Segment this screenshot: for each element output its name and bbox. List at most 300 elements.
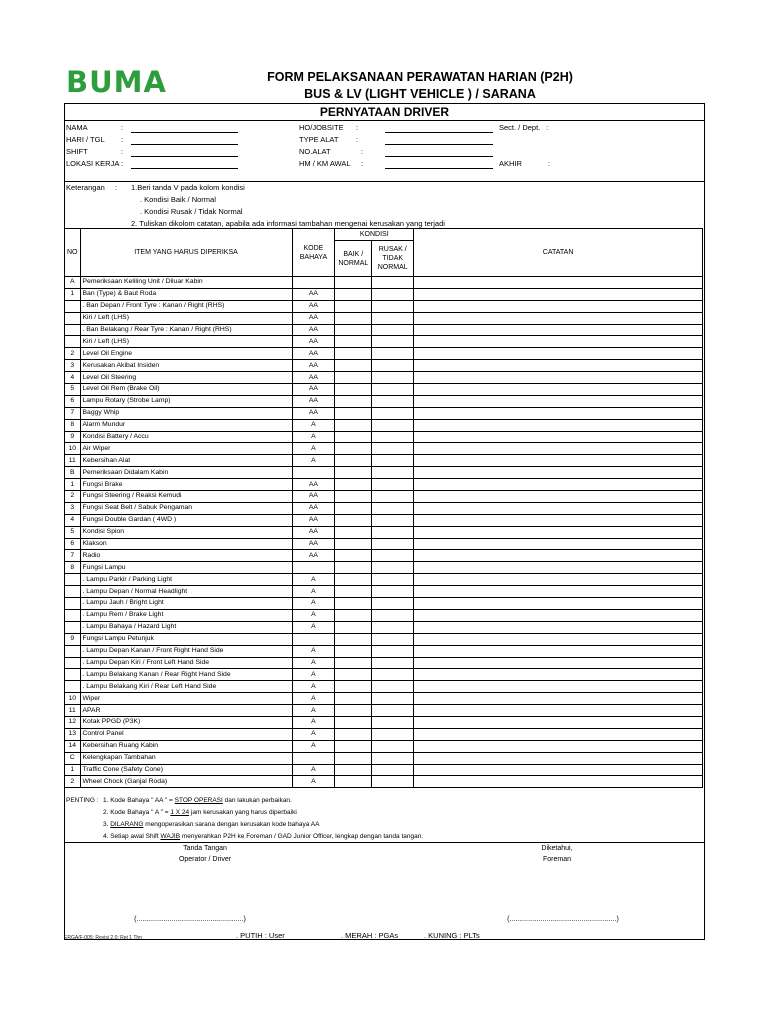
table-row: [65, 514, 703, 526]
row-kode-bahaya: A: [292, 716, 335, 728]
row-baik-check[interactable]: [335, 776, 372, 788]
row-kode-bahaya: A: [292, 657, 335, 669]
row-kode-bahaya: AA: [292, 288, 335, 300]
row-baik-check[interactable]: [335, 431, 372, 443]
row-catatan[interactable]: [414, 491, 703, 503]
row-item: Klakson: [80, 538, 292, 550]
copy-putih: . PUTIH : User: [236, 931, 285, 940]
row-catatan[interactable]: [414, 752, 703, 764]
row-catatan[interactable]: [414, 479, 703, 491]
row-baik-check[interactable]: [335, 621, 372, 633]
row-rusak-check[interactable]: [372, 609, 414, 621]
keterangan-line1: 1.Beri tanda V pada kolom kondisi: [131, 183, 245, 192]
row-kode-bahaya: A: [292, 431, 335, 443]
row-item: Kebersihan Alat: [80, 455, 292, 467]
row-rusak-check[interactable]: [372, 740, 414, 752]
row-baik-check[interactable]: [335, 764, 372, 776]
row-baik-check[interactable]: [335, 312, 372, 324]
row-rusak-check[interactable]: [372, 288, 414, 300]
row-item: . Lampu Jauh / Bright Light: [80, 598, 292, 610]
table-row: [65, 586, 703, 598]
row-rusak-check[interactable]: [372, 372, 414, 384]
row-baik-check[interactable]: [335, 372, 372, 384]
row-item: Control Panel: [80, 728, 292, 740]
row-kode-bahaya: A: [292, 764, 335, 776]
row-kode-bahaya: A: [292, 621, 335, 633]
row-no: 14: [65, 740, 81, 752]
row-item: . Lampu Depan Kanan / Front Right Hand Side: [80, 645, 292, 657]
row-catatan[interactable]: [414, 360, 703, 372]
form-subtitle: BUS & LV (LIGHT VEHICLE ) / SARANA: [304, 87, 536, 101]
table-row: [65, 740, 703, 752]
row-catatan[interactable]: [414, 705, 703, 717]
row-item: Kiri / Left (LHS): [80, 312, 292, 324]
table-row: [65, 538, 703, 550]
row-kode-bahaya: AA: [292, 384, 335, 396]
row-baik-check[interactable]: [335, 360, 372, 372]
row-baik-check[interactable]: [335, 586, 372, 598]
row-kode-bahaya: AA: [292, 550, 335, 562]
row-rusak-check[interactable]: [372, 431, 414, 443]
row-kode-bahaya: AA: [292, 372, 335, 384]
row-rusak-check[interactable]: [372, 502, 414, 514]
row-kode-bahaya: A: [292, 455, 335, 467]
row-baik-check[interactable]: [335, 384, 372, 396]
row-catatan[interactable]: [414, 645, 703, 657]
label-nama: NAMA: [66, 123, 88, 132]
row-item: Level Oil Rem (Brake Oil): [80, 384, 292, 396]
row-catatan[interactable]: [414, 348, 703, 360]
row-no: 3: [65, 502, 81, 514]
row-rusak-check[interactable]: [372, 586, 414, 598]
row-catatan[interactable]: [414, 443, 703, 455]
row-baik-check[interactable]: [335, 288, 372, 300]
header-item: ITEM YANG HARUS DIPERIKSA: [80, 229, 292, 277]
row-rusak-check[interactable]: [372, 443, 414, 455]
row-rusak-check[interactable]: [372, 277, 414, 289]
row-rusak-check[interactable]: [372, 514, 414, 526]
row-item: Fungsi Lampu Petunjuk: [80, 633, 292, 645]
row-kode-bahaya: AA: [292, 479, 335, 491]
row-kode-bahaya: [292, 467, 335, 479]
row-no: 10: [65, 443, 81, 455]
row-catatan[interactable]: [414, 324, 703, 336]
hari-input-line[interactable]: [131, 144, 238, 145]
row-baik-check[interactable]: [335, 336, 372, 348]
row-catatan[interactable]: [414, 312, 703, 324]
row-kode-bahaya: AA: [292, 407, 335, 419]
form-code: ERGA/F-005; Revisi 2.0: Ret 1 Thn: [64, 935, 142, 941]
row-no: 7: [65, 550, 81, 562]
no-alat-input-line[interactable]: [385, 156, 493, 157]
sign-left-label2: Operator / Driver: [178, 856, 232, 863]
row-catatan[interactable]: [414, 550, 703, 562]
row-rusak-check[interactable]: [372, 300, 414, 312]
row-no: 8: [65, 419, 81, 431]
colon: :: [356, 135, 359, 144]
table-row: [65, 395, 703, 407]
table-row: [65, 562, 703, 574]
row-no: [65, 609, 81, 621]
row-catatan[interactable]: [414, 502, 703, 514]
row-baik-check[interactable]: [335, 716, 372, 728]
row-baik-check[interactable]: [335, 681, 372, 693]
row-catatan[interactable]: [414, 419, 703, 431]
table-row: [65, 776, 703, 788]
row-item: Ban (Type) & Baut Roda: [80, 288, 292, 300]
row-catatan[interactable]: [414, 538, 703, 550]
row-rusak-check[interactable]: [372, 491, 414, 503]
row-item: Wiper: [80, 693, 292, 705]
row-no: 4: [65, 372, 81, 384]
row-rusak-check[interactable]: [372, 455, 414, 467]
header-catatan: CATATAN: [414, 229, 703, 277]
table-row: [65, 288, 703, 300]
row-rusak-check[interactable]: [372, 479, 414, 491]
row-item: Kerusakan Akibat Insiden: [80, 360, 292, 372]
row-rusak-check[interactable]: [372, 312, 414, 324]
sign-right-label1: Diketahui,: [541, 845, 573, 852]
row-kode-bahaya: A: [292, 705, 335, 717]
row-rusak-check[interactable]: [372, 538, 414, 550]
ho-input-line[interactable]: [385, 132, 493, 133]
row-item: . Lampu Bahaya / Hazard Light: [80, 621, 292, 633]
table-row: [65, 764, 703, 776]
row-rusak-check[interactable]: [372, 574, 414, 586]
sign-right-label2: Foreman: [542, 856, 571, 863]
header-baik: BAIK / NORMAL: [335, 241, 372, 277]
row-baik-check[interactable]: [335, 348, 372, 360]
row-catatan[interactable]: [414, 776, 703, 788]
row-catatan[interactable]: [414, 621, 703, 633]
table-row: [65, 681, 703, 693]
row-item: Fungsi Lampu: [80, 562, 292, 574]
colon: :: [121, 135, 124, 144]
row-no: 12: [65, 716, 81, 728]
company-logo: BUMA: [66, 65, 167, 99]
row-no: [65, 598, 81, 610]
row-catatan[interactable]: [414, 657, 703, 669]
table-row: [65, 502, 703, 514]
label-ho-jobsite: HO/JOBSITE: [299, 123, 344, 132]
sign-right-blank[interactable]: (.......................................................): [507, 916, 619, 923]
label-no-alat: NO.ALAT: [299, 147, 331, 156]
row-catatan[interactable]: [414, 407, 703, 419]
row-baik-check[interactable]: [335, 598, 372, 610]
row-no: B: [65, 467, 81, 479]
row-baik-check[interactable]: [335, 526, 372, 538]
row-rusak-check[interactable]: [372, 728, 414, 740]
row-item: Fungsi Seat Belt / Sabuk Pengaman: [80, 502, 292, 514]
row-catatan[interactable]: [414, 562, 703, 574]
row-rusak-check[interactable]: [372, 645, 414, 657]
row-rusak-check[interactable]: [372, 526, 414, 538]
table-row: [65, 431, 703, 443]
table-row: [65, 443, 703, 455]
table-row: [65, 526, 703, 538]
row-no: 2: [65, 491, 81, 503]
row-catatan[interactable]: [414, 526, 703, 538]
row-catatan[interactable]: [414, 431, 703, 443]
table-row: [65, 419, 703, 431]
row-baik-check[interactable]: [335, 550, 372, 562]
row-rusak-check[interactable]: [372, 693, 414, 705]
row-kode-bahaya: AA: [292, 538, 335, 550]
row-catatan[interactable]: [414, 716, 703, 728]
row-baik-check[interactable]: [335, 633, 372, 645]
row-item: Kebersihan Ruang Kabin: [80, 740, 292, 752]
row-kode-bahaya: [292, 277, 335, 289]
row-baik-check[interactable]: [335, 455, 372, 467]
row-rusak-check[interactable]: [372, 562, 414, 574]
row-baik-check[interactable]: [335, 538, 372, 550]
row-catatan[interactable]: [414, 740, 703, 752]
table-row: [65, 657, 703, 669]
row-rusak-check[interactable]: [372, 705, 414, 717]
row-baik-check[interactable]: [335, 657, 372, 669]
row-kode-bahaya: A: [292, 419, 335, 431]
row-no: 10: [65, 693, 81, 705]
row-catatan[interactable]: [414, 467, 703, 479]
row-item: Kondisi Spion: [80, 526, 292, 538]
row-baik-check[interactable]: [335, 645, 372, 657]
colon: :: [548, 159, 551, 168]
sign-left-label1: Tanda Tangan: [183, 845, 227, 852]
row-item: Fungsi Steering / Reaksi Kemudi: [80, 491, 292, 503]
label-type-alat: TYPE ALAT: [299, 135, 339, 144]
type-input-line[interactable]: [385, 144, 493, 145]
row-rusak-check[interactable]: [372, 324, 414, 336]
row-baik-check[interactable]: [335, 443, 372, 455]
row-no: 7: [65, 407, 81, 419]
row-catatan[interactable]: [414, 598, 703, 610]
row-no: 1: [65, 288, 81, 300]
row-catatan[interactable]: [414, 336, 703, 348]
penting-note-1: 1. Kode Bahaya " AA " = STOP OPERASI dan lakukan perbaikan.: [103, 797, 292, 804]
row-no: 6: [65, 538, 81, 550]
row-no: [65, 681, 81, 693]
row-item: APAR: [80, 705, 292, 717]
row-baik-check[interactable]: [335, 479, 372, 491]
row-baik-check[interactable]: [335, 728, 372, 740]
divider: [65, 181, 704, 182]
row-rusak-check[interactable]: [372, 419, 414, 431]
nama-input-line[interactable]: [131, 132, 238, 133]
row-item: . Lampu Belakang Kiri / Rear Left Hand Side: [80, 681, 292, 693]
row-rusak-check[interactable]: [372, 467, 414, 479]
table-row: [65, 384, 703, 396]
label-sect-dept: Sect. / Dept.: [499, 123, 541, 132]
colon: :: [361, 147, 364, 156]
row-rusak-check[interactable]: [372, 348, 414, 360]
table-row: [65, 455, 703, 467]
row-kode-bahaya: AA: [292, 395, 335, 407]
row-kode-bahaya: A: [292, 669, 335, 681]
table-row: [65, 716, 703, 728]
row-baik-check[interactable]: [335, 562, 372, 574]
row-no: [65, 669, 81, 681]
row-kode-bahaya: A: [292, 728, 335, 740]
header-kode-bahaya: KODE BAHAYA: [292, 229, 335, 277]
row-rusak-check[interactable]: [372, 764, 414, 776]
row-catatan[interactable]: [414, 300, 703, 312]
row-baik-check[interactable]: [335, 693, 372, 705]
row-kode-bahaya: AA: [292, 526, 335, 538]
checklist-table: [64, 228, 703, 788]
form-frame: [64, 103, 705, 940]
table-row: [65, 336, 703, 348]
lokasi-input-line[interactable]: [131, 168, 238, 169]
row-baik-check[interactable]: [335, 277, 372, 289]
hm-input-line[interactable]: [385, 168, 493, 169]
row-rusak-check[interactable]: [372, 752, 414, 764]
divider: [65, 842, 704, 843]
table-row: [65, 728, 703, 740]
row-baik-check[interactable]: [335, 419, 372, 431]
row-catatan[interactable]: [414, 633, 703, 645]
row-rusak-check[interactable]: [372, 716, 414, 728]
sign-left-blank[interactable]: (.......................................................): [134, 916, 246, 923]
table-row: [65, 348, 703, 360]
row-catatan[interactable]: [414, 728, 703, 740]
row-catatan[interactable]: [414, 609, 703, 621]
copy-merah: . MERAH : PGAs: [341, 931, 399, 940]
table-row: [65, 312, 703, 324]
row-rusak-check[interactable]: [372, 384, 414, 396]
row-no: 5: [65, 384, 81, 396]
table-row: [65, 621, 703, 633]
row-catatan[interactable]: [414, 514, 703, 526]
header-rusak: RUSAK / TIDAK NORMAL: [372, 241, 414, 277]
label-akhir: AKHIR: [499, 159, 522, 168]
table-row: [65, 633, 703, 645]
row-item: . Lampu Depan Kiri / Front Left Hand Side: [80, 657, 292, 669]
row-rusak-check[interactable]: [372, 776, 414, 788]
row-item: Lampu Rotary (Strobe Lamp): [80, 395, 292, 407]
row-kode-bahaya: A: [292, 586, 335, 598]
row-catatan[interactable]: [414, 681, 703, 693]
row-rusak-check[interactable]: [372, 621, 414, 633]
row-item: . Lampu Belakang Kanan / Rear Right Hand Side: [80, 669, 292, 681]
row-baik-check[interactable]: [335, 574, 372, 586]
row-rusak-check[interactable]: [372, 336, 414, 348]
row-rusak-check[interactable]: [372, 633, 414, 645]
table-row: [65, 705, 703, 717]
row-catatan[interactable]: [414, 574, 703, 586]
shift-input-line[interactable]: [131, 156, 238, 157]
row-no: [65, 574, 81, 586]
row-item: Kondisi Battery / Accu: [80, 431, 292, 443]
row-catatan[interactable]: [414, 669, 703, 681]
row-baik-check[interactable]: [335, 514, 372, 526]
colon: :: [121, 147, 124, 156]
table-row: [65, 669, 703, 681]
row-rusak-check[interactable]: [372, 360, 414, 372]
row-item: Traffic Cone (Safety Cone): [80, 764, 292, 776]
row-rusak-check[interactable]: [372, 669, 414, 681]
table-row: [65, 467, 703, 479]
row-item: . Ban Belakang / Rear Tyre : Kanan / Right (RHS): [80, 324, 292, 336]
row-no: 11: [65, 705, 81, 717]
row-catatan[interactable]: [414, 372, 703, 384]
table-row: [65, 372, 703, 384]
row-catatan[interactable]: [414, 277, 703, 289]
row-kode-bahaya: A: [292, 598, 335, 610]
row-catatan[interactable]: [414, 288, 703, 300]
row-catatan[interactable]: [414, 693, 703, 705]
row-item: Kiri / Left (LHS): [80, 336, 292, 348]
row-baik-check[interactable]: [335, 467, 372, 479]
colon: :: [121, 123, 124, 132]
table-row: [65, 550, 703, 562]
label-shift: SHIFT: [66, 147, 88, 156]
label-lokasi: LOKASI KERJA :: [66, 159, 124, 168]
table-row: [65, 645, 703, 657]
row-catatan[interactable]: [414, 764, 703, 776]
row-baik-check[interactable]: [335, 752, 372, 764]
table-row: [65, 479, 703, 491]
row-catatan[interactable]: [414, 586, 703, 598]
row-item: Fungsi Double Gardan ( 4WD ): [80, 514, 292, 526]
row-no: 8: [65, 562, 81, 574]
row-baik-check[interactable]: [335, 300, 372, 312]
keterangan-label: Keterangan: [66, 183, 105, 192]
row-item: Radio: [80, 550, 292, 562]
row-rusak-check[interactable]: [372, 598, 414, 610]
row-kode-bahaya: A: [292, 609, 335, 621]
row-catatan[interactable]: [414, 395, 703, 407]
row-baik-check[interactable]: [335, 395, 372, 407]
row-rusak-check[interactable]: [372, 407, 414, 419]
table-row: [65, 598, 703, 610]
colon: :: [546, 123, 549, 132]
colon: :: [115, 183, 118, 192]
row-item: Kotak PPGD (P3K): [80, 716, 292, 728]
row-baik-check[interactable]: [335, 491, 372, 503]
section-title: PERNYATAAN DRIVER: [65, 104, 704, 121]
row-baik-check[interactable]: [335, 669, 372, 681]
form-title: FORM PELAKSANAAN PERAWATAN HARIAN (P2H): [267, 70, 573, 84]
keterangan-line4: 2. Tuliskan dikolom catatan, apabila ada informasi tambahan mengenai kerusakan yang terjadi: [131, 219, 445, 228]
row-baik-check[interactable]: [335, 407, 372, 419]
row-item: . Ban Depan / Front Tyre : Kanan / Right (RHS): [80, 300, 292, 312]
row-no: A: [65, 277, 81, 289]
row-catatan[interactable]: [414, 455, 703, 467]
table-row: [65, 752, 703, 764]
row-no: [65, 645, 81, 657]
row-rusak-check[interactable]: [372, 395, 414, 407]
row-baik-check[interactable]: [335, 324, 372, 336]
row-kode-bahaya: AA: [292, 360, 335, 372]
row-no: 13: [65, 728, 81, 740]
row-no: [65, 621, 81, 633]
row-rusak-check[interactable]: [372, 550, 414, 562]
row-baik-check[interactable]: [335, 740, 372, 752]
row-rusak-check[interactable]: [372, 657, 414, 669]
row-baik-check[interactable]: [335, 502, 372, 514]
row-catatan[interactable]: [414, 384, 703, 396]
row-baik-check[interactable]: [335, 609, 372, 621]
table-row: [65, 277, 703, 289]
row-no: 6: [65, 395, 81, 407]
row-no: [65, 312, 81, 324]
row-kode-bahaya: AA: [292, 514, 335, 526]
table-row: [65, 360, 703, 372]
colon: :: [356, 123, 359, 132]
row-no: [65, 324, 81, 336]
row-baik-check[interactable]: [335, 705, 372, 717]
row-rusak-check[interactable]: [372, 681, 414, 693]
